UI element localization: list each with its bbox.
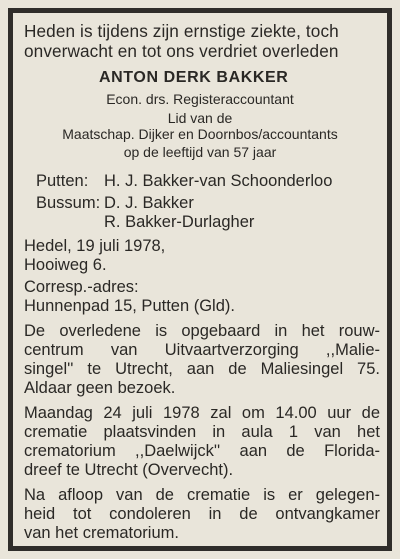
family-place: Bussum:	[36, 194, 101, 212]
family-place: Putten:	[36, 172, 89, 190]
paragraph-1-line: centrum van Uitvaartverzorging ,,Malie-	[24, 341, 380, 359]
intro-line-2: onverwacht en tot ons verdriet overleden	[24, 41, 339, 61]
paragraph-2-line: dreef te Utrecht (Overvecht).	[24, 461, 234, 479]
deceased-name: ANTON DERK BAKKER	[99, 69, 289, 86]
detail-firm: Maatschap. Dijker en Doornbos/accountants	[62, 126, 338, 142]
paragraph-1-line: singel'' te Utrecht, aan de Maliesingel 75.	[24, 360, 380, 378]
detail-profession: Econ. drs. Registeraccountant	[106, 91, 294, 107]
address-line-3: Corresp.-adres:	[24, 278, 139, 296]
paragraph-3-line: Na afloop van de crematie is er gelegen-	[24, 486, 380, 504]
paragraph-2-line: crematie plaatsvinden in aula 1 van het	[24, 423, 380, 441]
family-name: H. J. Bakker-van Schoonderloo	[104, 172, 333, 190]
address-line-4: Hunnenpad 15, Putten (Gld).	[24, 297, 235, 315]
detail-member-of: Lid van de	[167, 110, 233, 126]
paragraph-3-line: heid tot condoleren in de ontvangkamer	[24, 505, 380, 523]
family-name: R. Bakker-Durlagher	[104, 213, 255, 231]
paragraph-3-line: van het crematorium.	[24, 524, 179, 542]
family-name: D. J. Bakker	[104, 194, 194, 212]
paragraph-1-line: Aldaar geen bezoek.	[24, 379, 176, 397]
address-line-1: Hedel, 19 juli 1978,	[24, 237, 166, 255]
address-line-2: Hooiweg 6.	[24, 256, 107, 274]
paragraph-1-line: De overledene is opgebaard in het rouw-	[24, 322, 380, 340]
paragraph-2-line: Maandag 24 juli 1978 zal om 14.00 uur de	[24, 404, 380, 422]
detail-age: op de leeftijd van 57 jaar	[123, 144, 277, 160]
intro-line-1: Heden is tijdens zijn ernstige ziekte, toch	[24, 21, 339, 41]
paragraph-2-line: crematorium ,,Daelwijck'' aan de Florida-	[24, 442, 380, 460]
